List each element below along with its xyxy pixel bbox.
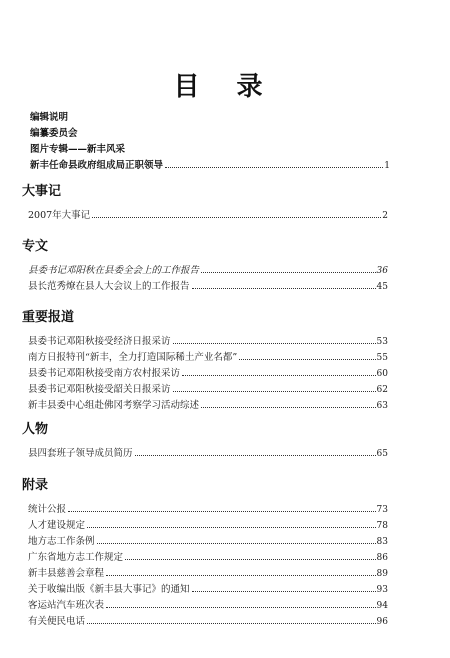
toc-entry-page: 73 — [376, 505, 388, 515]
dot-leader — [182, 374, 376, 376]
toc-entry-title: 县长范秀燎在县人大会议上的工作报告 — [28, 281, 190, 292]
toc-entry-title: 县委书记邓阳秋接受韶关日报采访 — [28, 384, 171, 395]
page-title: 目 录 — [173, 72, 277, 102]
toc-entry[interactable] — [28, 518, 388, 534]
toc-entry-title: 广东省地方志工作规定 — [28, 552, 124, 563]
section-heading: 专文 — [22, 239, 49, 254]
toc-entry-page: 63 — [376, 401, 388, 411]
section-heading: 人物 — [22, 422, 49, 437]
front-matter — [30, 110, 400, 174]
toc-entry[interactable] — [28, 263, 388, 279]
toc-entry-title: 县委书记邓阳秋接受南方农村报采访 — [28, 368, 181, 379]
toc-entry-title: 地方志工作条例 — [28, 536, 95, 547]
toc-entry-title: 县委书记邓阳秋接受经济日报采访 — [28, 336, 171, 347]
toc-entry-page: 36 — [376, 266, 388, 276]
dot-leader — [87, 622, 376, 624]
toc-entry-page: 1 — [384, 161, 390, 171]
toc-entry-title: 新丰县委中心组赴佛冈考察学习活动综述 — [28, 400, 200, 411]
toc-entry-page: 65 — [376, 449, 388, 459]
toc-entry-title: 县委书记邓阳秋在县委全会上的工作报告 — [28, 265, 200, 276]
toc-entry[interactable] — [28, 382, 388, 398]
section-appendix — [22, 476, 402, 630]
dot-leader — [173, 390, 376, 392]
toc-entry[interactable] — [28, 350, 388, 366]
dot-leader — [201, 406, 376, 408]
toc-entry-page: 96 — [376, 617, 388, 627]
dot-leader — [87, 526, 376, 528]
toc-entry-title: 人才建设规定 — [28, 520, 86, 531]
dot-leader — [239, 358, 375, 360]
toc-entry-page: 93 — [376, 585, 388, 595]
dot-leader — [68, 510, 376, 512]
toc-entry-title: 南方日报特刊“新丰，全力打造国际稀土产业名都” — [28, 352, 238, 363]
section-heading: 附录 — [22, 478, 49, 493]
toc-entry-page: 89 — [376, 569, 388, 579]
toc-entry-page: 86 — [376, 553, 388, 563]
dot-leader — [106, 574, 376, 576]
dot-leader — [201, 271, 376, 273]
dot-leader — [192, 590, 376, 592]
toc-entry-title: 县四套班子领导成员简历 — [28, 448, 133, 459]
section-heading: 大事记 — [22, 184, 62, 199]
front-item[interactable]: 编辑说明 — [30, 112, 69, 123]
dot-leader — [92, 216, 381, 218]
toc-entry-title: 2007年大事记 — [28, 210, 91, 221]
toc-entry-page: 2 — [382, 211, 388, 221]
dot-leader — [97, 542, 376, 544]
toc-entry-title: 关于收编出版《新丰县大事记》的通知 — [28, 584, 190, 595]
toc-entry[interactable] — [28, 366, 388, 382]
toc-entry[interactable] — [28, 208, 388, 224]
toc-entry[interactable] — [28, 582, 388, 598]
toc-entry-page: 83 — [376, 537, 388, 547]
dot-leader — [165, 166, 383, 168]
toc-entry[interactable] — [30, 158, 390, 174]
section-people — [22, 420, 402, 462]
toc-entry[interactable] — [28, 334, 388, 350]
front-item[interactable]: 图片专辑——新丰风采 — [30, 144, 126, 155]
dot-leader — [135, 454, 376, 456]
toc-entry[interactable] — [28, 566, 388, 582]
dot-leader — [125, 558, 376, 560]
toc-entry-title: 客运站汽车班次表 — [28, 600, 105, 611]
toc-entry[interactable] — [28, 534, 388, 550]
toc-entry-title: 新丰县慈善会章程 — [28, 568, 105, 579]
section-important-reports — [22, 308, 402, 414]
toc-entry-title: 有关便民电话 — [28, 616, 86, 627]
dot-leader — [192, 287, 376, 289]
section-special-articles — [22, 237, 402, 295]
toc-entry[interactable] — [28, 446, 388, 462]
toc-entry[interactable] — [28, 614, 388, 630]
toc-entry-page: 62 — [376, 385, 388, 395]
toc-entry-title: 新丰任命县政府组成局正职领导 — [30, 160, 164, 171]
toc-entry[interactable] — [28, 398, 388, 414]
toc-entry-page: 53 — [376, 337, 388, 347]
dot-leader — [106, 606, 376, 608]
toc-entry-page: 55 — [376, 353, 388, 363]
dot-leader — [173, 342, 376, 344]
toc-entry[interactable] — [28, 598, 388, 614]
toc-entry-page: 78 — [376, 521, 388, 531]
toc-entry-page: 45 — [376, 282, 388, 292]
section-heading: 重要报道 — [22, 310, 75, 325]
front-item[interactable]: 编纂委员会 — [30, 128, 78, 139]
section-chronicle — [22, 182, 402, 224]
toc-entry[interactable] — [28, 550, 388, 566]
toc-entry[interactable] — [28, 502, 388, 518]
toc-entry-title: 统计公报 — [28, 504, 67, 515]
toc-entry-page: 60 — [376, 369, 388, 379]
toc-entry[interactable] — [28, 279, 388, 295]
toc-entry-page: 94 — [376, 601, 388, 611]
